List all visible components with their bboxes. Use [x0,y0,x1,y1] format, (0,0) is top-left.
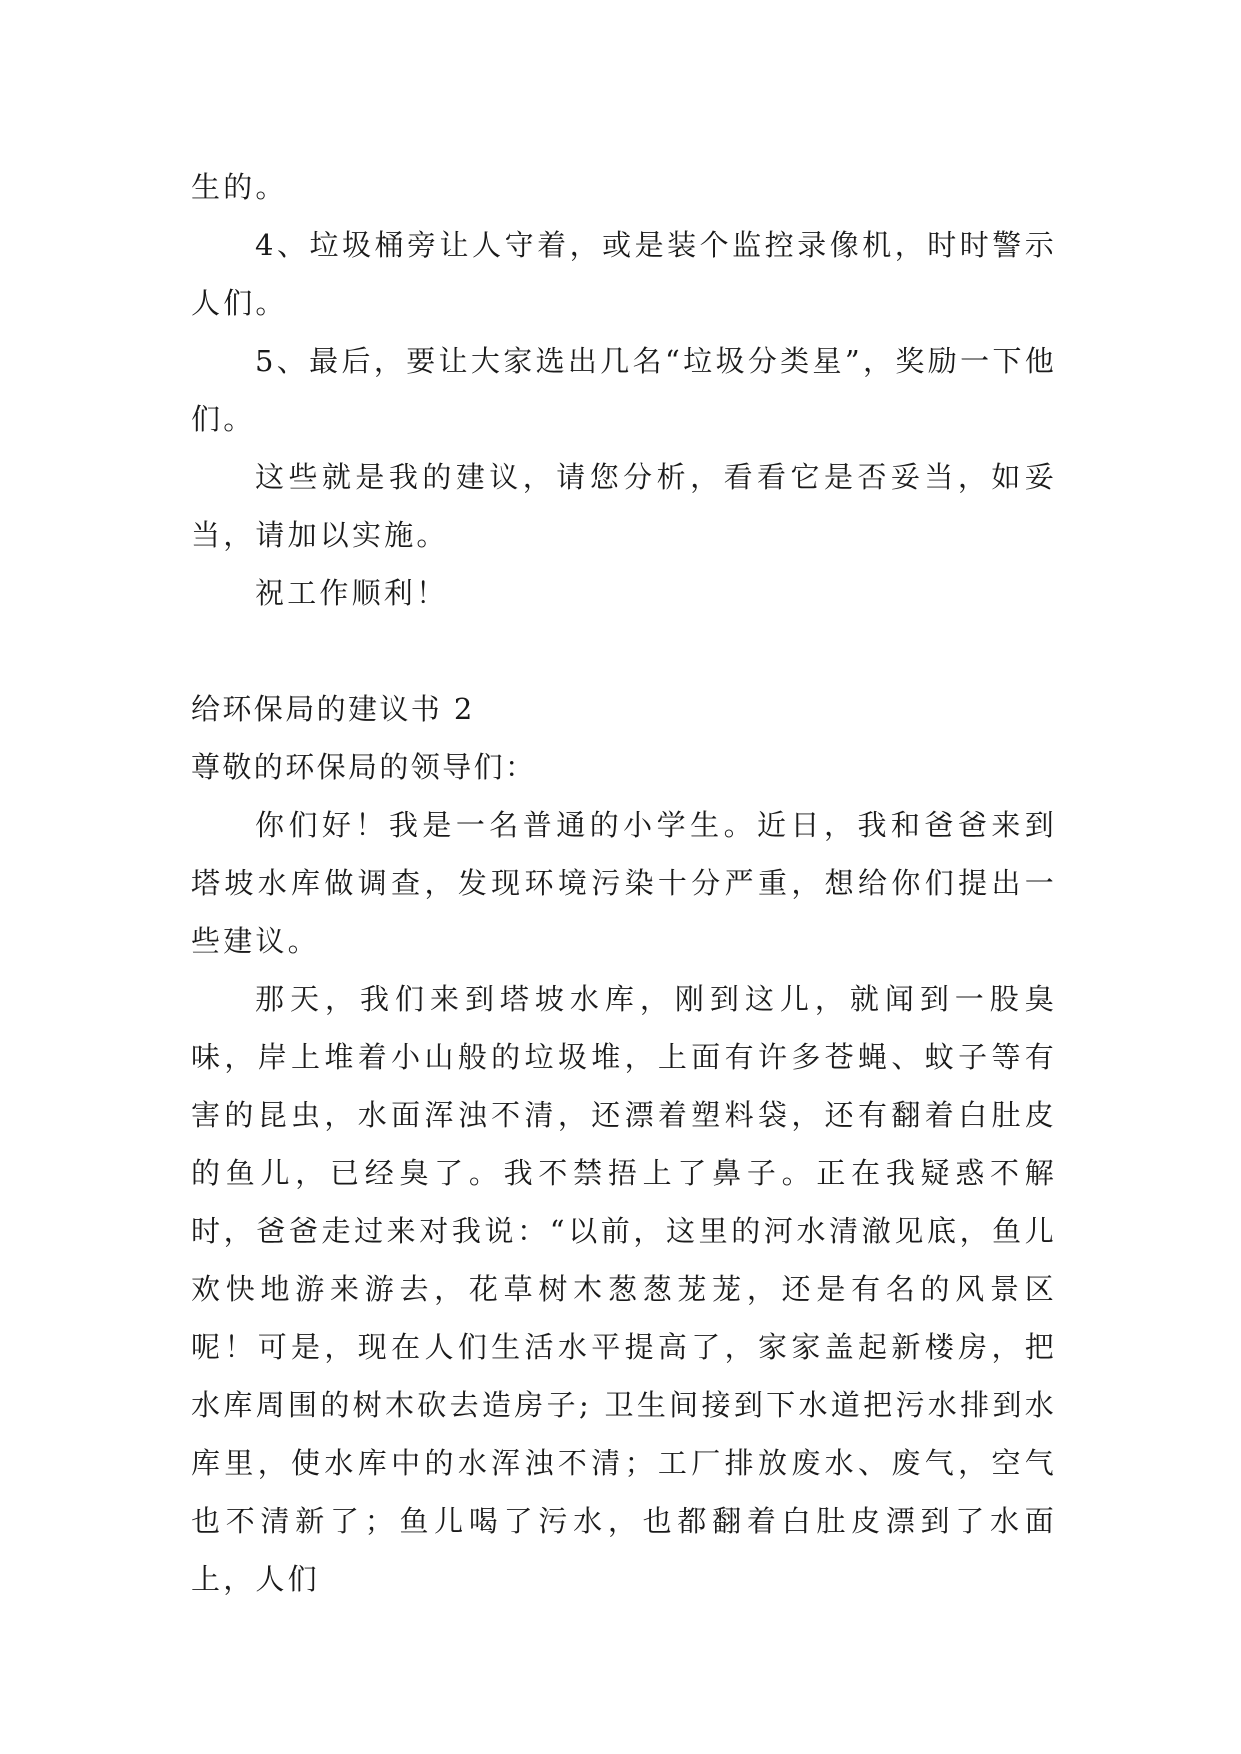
paragraph-suggestion-4: 4、垃圾桶旁让人守着，或是装个监控录像机，时时警示人们。 [191,228,1057,320]
paragraph-closing-wish: 祝工作顺利！ [255,576,449,610]
salutation: 尊敬的环保局的领导们： [191,750,537,784]
paragraph-continuation: 生的。 [191,170,288,204]
section-title: 给环保局的建议书 2 [191,692,475,726]
document-body [191,158,1057,1608]
paragraph-introduction: 你们好！我是一名普通的小学生。近日，我和爸爸来到塔坡水库做调查，发现环境污染十分严重，想给你们提出一些建议。 [191,808,1057,958]
paragraph-conclusion: 这些就是我的建议，请您分析，看看它是否妥当，如妥当，请加以实施。 [191,460,1057,552]
paragraph-story: 那天，我们来到塔坡水库，刚到这儿，就闻到一股臭味，岸上堆着小山般的垃圾堆，上面有许多苍蝇、蚊子等有害的昆虫，水面浑浊不清，还漂着塑料袋，还有翻着白肚皮的鱼儿，已经臭了。我不禁捂上了鼻子。正在我疑惑不解时，爸爸走过来对我说：“以前，这里的河水清澈见底，鱼儿欢快地游来游去，花草树木葱葱茏茏，还是有名的风景区呢！可是，现在人们生活水平提高了，家家盖起新楼房，把水库周围的树木砍去造房子; 卫生间接到下水道把污水排到水库里，使水库中的水浑浊不清；工厂排放废水、废气，空气也不清新了；鱼儿喝了污水，也都翻着白肚皮漂到了水面上，人们 [191,982,1057,1596]
section-gap [191,622,1057,680]
paragraph-suggestion-5: 5、最后，要让大家选出几名“垃圾分类星”，奖励一下他们。 [191,344,1057,436]
